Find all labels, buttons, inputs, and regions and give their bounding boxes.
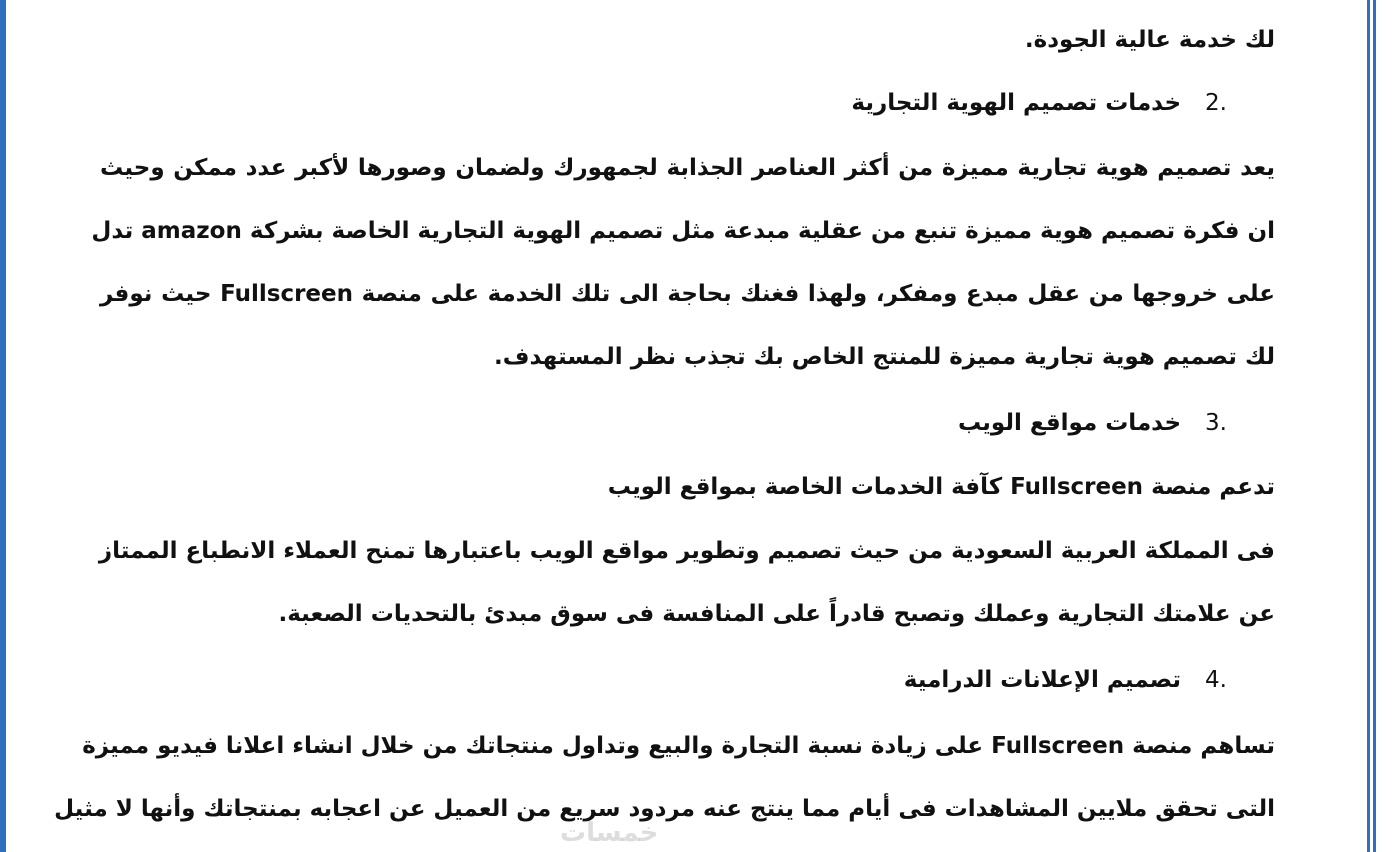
paragraph-ads bbox=[54, 715, 1275, 841]
heading-number: 2. bbox=[1205, 90, 1227, 116]
paragraph-websites bbox=[100, 520, 1275, 646]
paragraph-websites-intro: تدعم منصة Fullscreen كآفة الخدمات الخاصة بمواقع الويب bbox=[607, 474, 1275, 500]
heading-title: خدمات تصميم الهوية التجارية bbox=[851, 90, 1182, 116]
watermark-logo: خمسات bbox=[560, 818, 659, 848]
text-line-top: لك خدمة عالية الجودة. bbox=[1024, 27, 1275, 53]
paragraph-line: ان فكرة تصميم هوية مميزة تنبع من عقلية مبدعة مثل تصميم الهوية التجارية الخاصة بشركة amazon تدل bbox=[91, 218, 1275, 244]
paragraph-line: لك تصميم هوية تجارية مميزة للمنتج الخاص بك تجذب نظر المستهدف. bbox=[494, 344, 1275, 370]
heading-number: 3. bbox=[1205, 410, 1227, 436]
heading-ads bbox=[904, 660, 1227, 700]
page-border-right-outer bbox=[1373, 0, 1376, 852]
paragraph-line: فى المملكة العربية السعودية من حيث تصميم وتطوير مواقع الويب باعتبارها تمنح العملاء الانطباع الممتاز bbox=[98, 538, 1275, 564]
paragraph-line: تساهم منصة Fullscreen على زيادة نسبة التجارة والبيع وتداول منتجاتك من خلال انشاء اعلانا فيديو مميزة bbox=[82, 733, 1275, 759]
paragraph-line: عن علامتك التجارية وعملك وتصبح قادراً على المنافسة فى سوق مبدئ بالتحديات الصعبة. bbox=[278, 601, 1275, 627]
heading-title: خدمات مواقع الويب bbox=[957, 410, 1182, 436]
document-body bbox=[54, 0, 1275, 852]
paragraph-line: على خروجها من عقل مبدع ومفكر، ولهذا فغنك بحاجة الى تلك الخدمة على منصة Fullscreen حيث نوفر bbox=[100, 281, 1275, 307]
heading-branding bbox=[851, 83, 1227, 123]
paragraph-line: التى تحقق ملايين المشاهدات فى أيام مما ينتج عنه مردود سريع من العميل عن اعجابه بمنتجاتك وأنها لا مثيل bbox=[54, 796, 1275, 822]
heading-websites bbox=[958, 403, 1227, 443]
paragraph-branding bbox=[91, 137, 1275, 389]
heading-number: 4. bbox=[1205, 667, 1227, 693]
paragraph-line: يعد تصميم هوية تجارية مميزة من أكثر العناصر الجذابة لجمهورك ولضمان وصورها لأكبر عدد ممكن وحيث bbox=[100, 155, 1275, 181]
page-border-right-inner bbox=[1367, 0, 1370, 852]
page-border-left bbox=[0, 0, 6, 852]
heading-title: تصميم الإعلانات الدرامية bbox=[903, 667, 1182, 693]
